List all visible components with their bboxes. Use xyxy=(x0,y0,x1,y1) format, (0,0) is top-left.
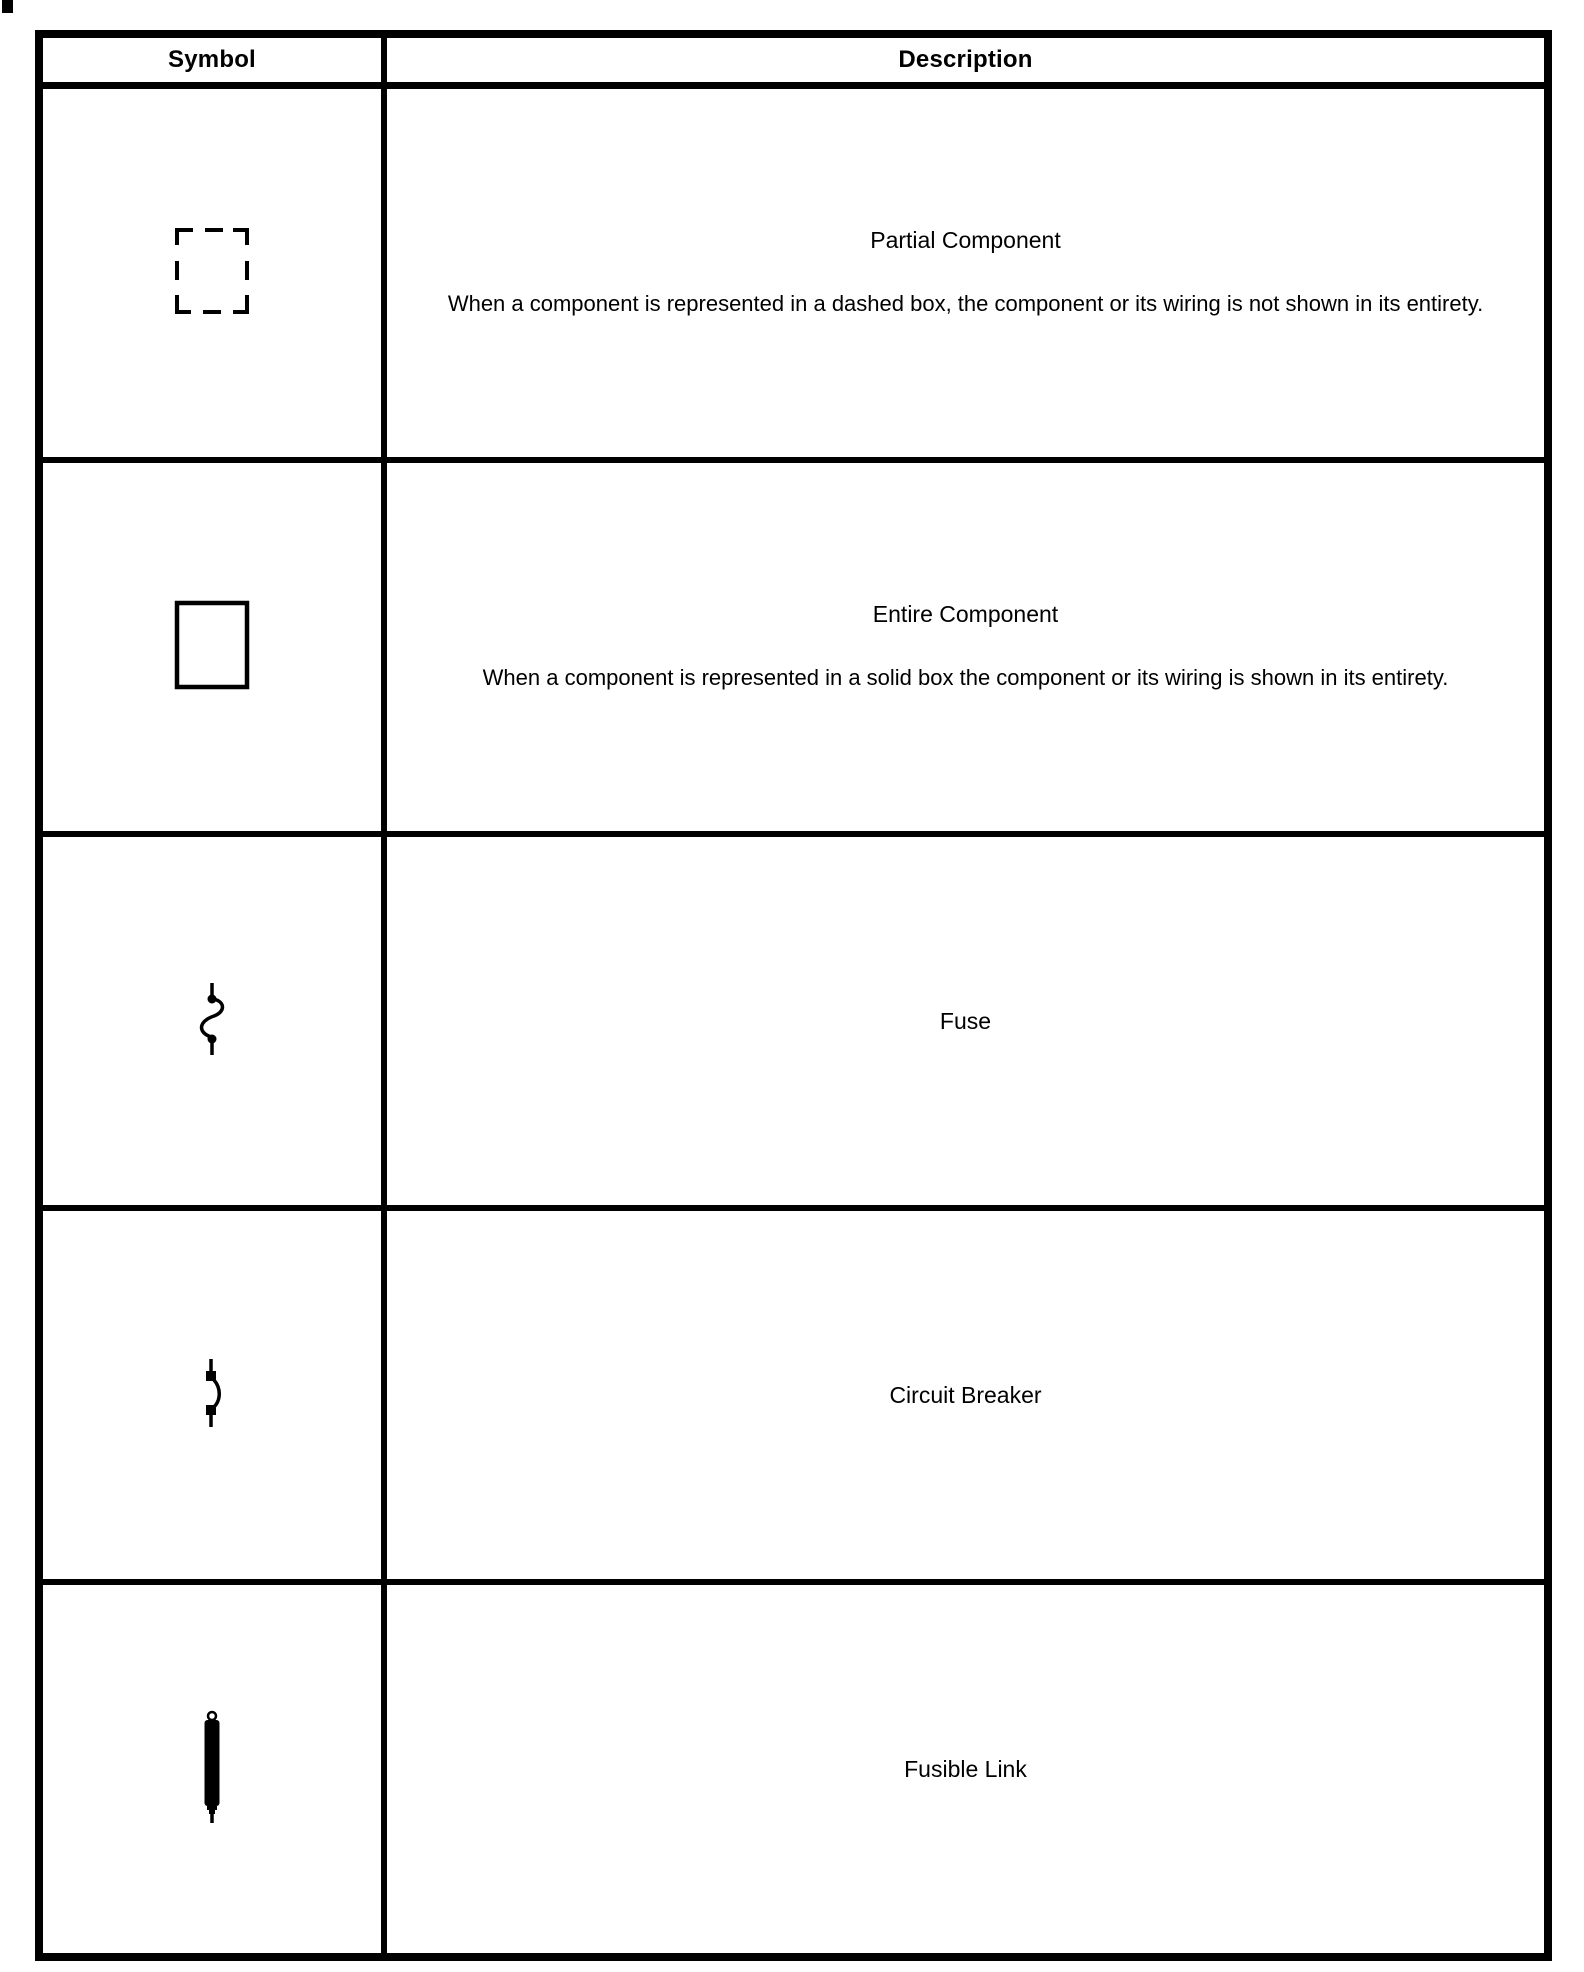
symbol-cell xyxy=(39,460,384,834)
circuit-breaker-icon xyxy=(190,1359,234,1427)
symbol-cell xyxy=(39,86,384,461)
description-cell xyxy=(384,1208,1548,1582)
partial-component-dashed-box-icon xyxy=(174,227,250,315)
symbol-column-header: Symbol xyxy=(39,34,384,86)
description-cell xyxy=(384,86,1548,461)
scan-artifact-mark xyxy=(2,0,13,13)
table-row xyxy=(39,86,1548,461)
table-row xyxy=(39,1208,1548,1582)
wiring-symbol-legend-table xyxy=(35,30,1552,1961)
symbol-title: Fuse xyxy=(939,1007,992,1034)
entire-component-solid-box-icon xyxy=(174,600,250,690)
symbol-cell xyxy=(39,834,384,1208)
symbol-description: When a component is represented in a solid box the component or its wiring is shown in its entirety. xyxy=(482,664,1449,690)
symbol-title: Entire Component xyxy=(872,600,1059,627)
symbol-cell xyxy=(39,1582,384,1957)
table-row xyxy=(39,1582,1548,1957)
table-row xyxy=(39,834,1548,1208)
description-column-header: Description xyxy=(384,34,1548,86)
table-row xyxy=(39,460,1548,834)
symbol-description: When a component is represented in a dashed box, the component or its wiring is not shown in its entirety. xyxy=(447,290,1484,316)
fuse-icon xyxy=(190,983,234,1055)
description-cell xyxy=(384,460,1548,834)
description-cell xyxy=(384,1582,1548,1957)
description-cell xyxy=(384,834,1548,1208)
fusible-link-icon xyxy=(192,1710,232,1824)
symbol-cell xyxy=(39,1208,384,1582)
header-row xyxy=(39,34,1548,86)
symbol-title: Circuit Breaker xyxy=(889,1381,1042,1408)
symbol-title: Partial Component xyxy=(870,226,1061,253)
symbol-title: Fusible Link xyxy=(904,1755,1027,1782)
